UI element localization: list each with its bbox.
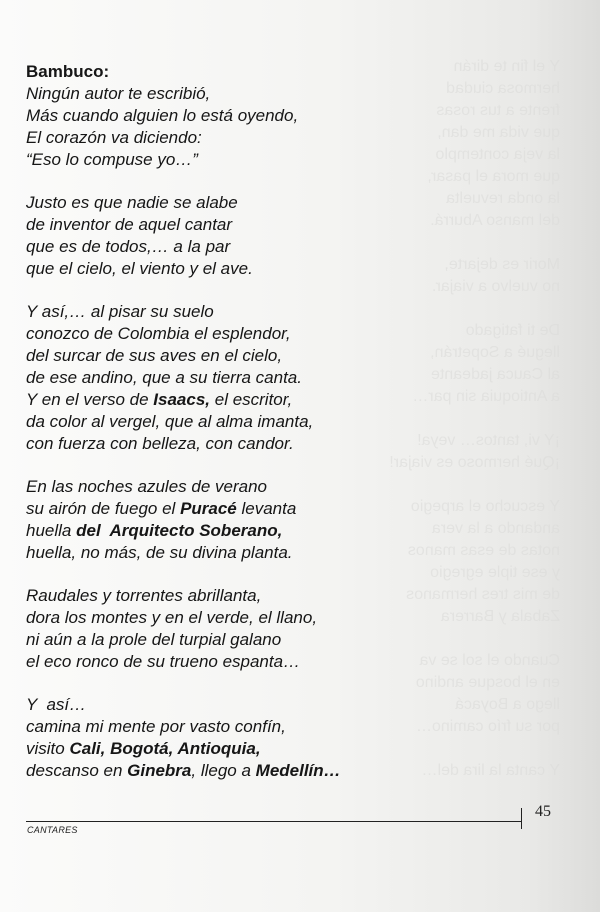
poem-text: descanso en: [26, 761, 128, 780]
poem-line: de inventor de aquel cantar: [26, 215, 233, 234]
bleed-through-text: Y el fin te dirán hermosa ciudad frente a tus rosas que vida me dan, la veja contemplo que mora el pasar, la onda revuelta del manso Aburrá. Morir es dejarte, no vuelvo a viajar. De ti fatigado llegué a Sopetrán, al Cauca jadeante a Antioquia sin par… ¡Y vi, tantos… veya! ¡Qué hermoso es viajar! Y escucho el arpegio andando a la vera notas de esas manos y ese tiple egregio de mis tres hermanos Zabala y Barrera Cuando el sol se va en el bosque andino llego a Boyacá por su frío camino… Y canta la lira del…: [389, 58, 560, 779]
poem-line: [26, 520, 496, 542]
poem-emphasis: del Arquitecto Soberano,: [76, 521, 283, 540]
poem-line: da color al vergel, que al alma imanta,: [26, 412, 314, 431]
stanza-gap: [26, 673, 496, 694]
poem-line: camina mi mente por vasto confín,: [26, 717, 286, 736]
poem-line: que el cielo, el viento y el ave.: [26, 259, 253, 278]
poem-heading: Bambuco:: [26, 62, 110, 81]
page-number: 45: [535, 803, 551, 820]
poem-line: de ese andino, que a su tierra canta.: [26, 368, 302, 387]
poem-line: con fuerza con belleza, con candor.: [26, 434, 294, 453]
poem-line: El corazón va diciendo:: [26, 128, 202, 147]
poem-line: del surcar de sus aves en el cielo,: [26, 346, 283, 365]
poem-emphasis: Ginebra: [127, 761, 192, 780]
poem-text: huella: [26, 521, 77, 540]
poem-text: Y en el verso de: [26, 390, 154, 409]
poem-emphasis: Isaacs,: [153, 390, 211, 409]
poem: [26, 61, 496, 782]
poem-emphasis: Cali, Bogotá, Antioquia,: [69, 739, 261, 758]
stanza-gap: [26, 280, 496, 301]
poem-emphasis: Medellín…: [255, 761, 341, 780]
poem-text: su airón de fuego el: [26, 499, 181, 518]
stanza-gap: [26, 171, 496, 192]
footer-rule: [26, 821, 522, 822]
poem-line: En las noches azules de verano: [26, 477, 267, 496]
poem-line: huella, no más, de su divina planta.: [26, 543, 293, 562]
poem-line: Justo es que nadie se alabe: [26, 193, 238, 212]
stanza-gap: [26, 455, 496, 476]
poem-line: dora los montes y en el verde, el llano,: [26, 608, 318, 627]
poem-line: [26, 760, 496, 782]
poem-line: Y así,… al pisar su suelo: [26, 302, 214, 321]
stanza-gap: [26, 564, 496, 585]
poem-line: que es de todos,… a la par: [26, 237, 231, 256]
poem-text: visito: [26, 739, 70, 758]
poem-line: “Eso lo compuse yo…”: [26, 150, 198, 169]
poem-text: , llego a: [191, 761, 256, 780]
poem-line: conozco de Colombia el esplendor,: [26, 324, 291, 343]
poem-line: Ningún autor te escribió,: [26, 84, 211, 103]
poem-text: levanta: [236, 499, 297, 518]
poem-line: [26, 498, 496, 520]
poem-line: Raudales y torrentes abrillanta,: [26, 586, 262, 605]
poem-line: Más cuando alguien lo está oyendo,: [26, 106, 299, 125]
poem-line: [26, 738, 496, 760]
poem-line: ni aún a la prole del turpial galano: [26, 630, 282, 649]
poem-text: el escritor,: [210, 390, 293, 409]
poem-emphasis: Puracé: [180, 499, 237, 518]
poem-line: [26, 389, 496, 411]
footer-divider: [521, 808, 522, 829]
poem-line: Y así…: [26, 695, 87, 714]
running-footer: CANTARES: [27, 825, 78, 835]
poem-line: el eco ronco de su trueno espanta…: [26, 652, 301, 671]
